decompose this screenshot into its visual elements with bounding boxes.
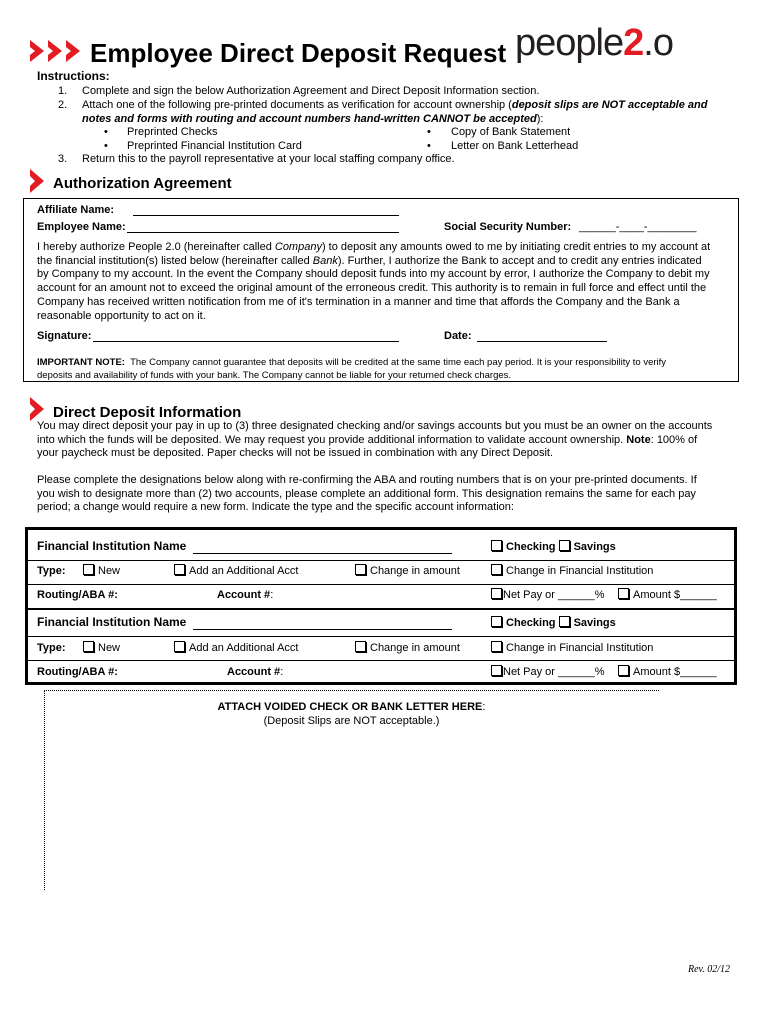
para-line: You may direct deposit your pay in up to (3) three designated checking and/or savings accounts but you must be an owner on the accounts bbox=[37, 420, 713, 432]
netpay-checkbox[interactable] bbox=[491, 588, 502, 599]
type-change-fi bbox=[491, 564, 653, 578]
row-divider bbox=[28, 584, 734, 585]
amount-checkbox[interactable] bbox=[618, 665, 629, 676]
change-amount-checkbox[interactable] bbox=[355, 564, 366, 575]
type-change-fi bbox=[491, 641, 653, 655]
attach-area-border bbox=[44, 690, 659, 691]
date-label: Date: bbox=[444, 330, 472, 342]
note-text: deposits and availability of funds with your bank. The Company cannot be liable for your returned check charges. bbox=[37, 370, 512, 381]
para-emphasis: Bank bbox=[312, 254, 338, 267]
account-number-label bbox=[217, 588, 273, 602]
bullet-item: Copy of Bank Statement bbox=[451, 126, 571, 138]
savings-label: Savings bbox=[573, 541, 616, 553]
instruction-1: Complete and sign the below Authorization Agreement and Direct Deposit Information section. bbox=[82, 85, 540, 97]
note-label: Note bbox=[626, 433, 651, 446]
amount-option bbox=[618, 588, 717, 602]
logo-text-accent: 2 bbox=[623, 22, 644, 64]
para-line: you wish to designate more than (2) two accounts, please complete an additional form. This designation remains the same for each pay bbox=[37, 487, 696, 500]
direct-deposit-paragraph-2 bbox=[37, 474, 697, 515]
account-label-colon: : bbox=[270, 589, 274, 601]
change-amount-checkbox[interactable] bbox=[355, 641, 366, 652]
savings-checkbox[interactable] bbox=[559, 540, 570, 551]
checking-checkbox[interactable] bbox=[491, 616, 502, 627]
para-text: ). Further, I authorize the Bank to accept and to credit any entries indicated bbox=[337, 254, 702, 267]
row-divider bbox=[28, 636, 734, 637]
type-change-amount bbox=[355, 641, 460, 655]
company-logo bbox=[515, 22, 673, 65]
affiliate-name-label: Affiliate Name: bbox=[37, 204, 115, 216]
para-line: account for an amount not to exceed the original amount of the erroneous credit. This authority is to remain in full force and effect until the bbox=[37, 282, 707, 295]
affiliate-name-field[interactable] bbox=[133, 215, 399, 216]
instructions-heading: Instructions: bbox=[37, 69, 110, 83]
bullet-icon: • bbox=[104, 140, 108, 152]
note-text: The Company cannot guarantee that deposits will be credited at the same time each pay period. It is your responsibility to verify bbox=[130, 357, 667, 368]
section-heading-direct-deposit: Direct Deposit Information bbox=[53, 404, 242, 421]
logo-text: people bbox=[515, 22, 624, 64]
instruction-emphasis: deposit slips are NOT acceptable and bbox=[511, 99, 708, 111]
para-text: : 100% of bbox=[650, 433, 698, 446]
header-arrows bbox=[30, 40, 80, 64]
employee-name-field[interactable] bbox=[127, 232, 399, 233]
account-label-colon: : bbox=[280, 666, 284, 678]
arrow-right-icon bbox=[48, 40, 62, 62]
attach-area[interactable] bbox=[44, 700, 659, 728]
instruction-text: ): bbox=[536, 113, 544, 125]
para-text: ) to deposit any amounts owed to me by initiating credit entries to my account at bbox=[321, 241, 711, 253]
para-text: the financial institution(s) listed below (hereinafter called bbox=[37, 254, 313, 267]
type-add-acct bbox=[174, 641, 298, 655]
routing-label: Routing/ABA #: bbox=[37, 666, 118, 678]
new-checkbox[interactable] bbox=[83, 641, 94, 652]
important-note bbox=[37, 356, 666, 382]
para-line: your paycheck must be deposited. Paper checks will not be issued in combination with any Direct Deposit. bbox=[37, 447, 554, 460]
date-field[interactable] bbox=[477, 341, 607, 342]
change-amount-label: Change in amount bbox=[370, 642, 460, 654]
attach-note: (Deposit Slips are NOT acceptable.) bbox=[263, 715, 440, 727]
attach-colon: : bbox=[482, 701, 486, 713]
para-line: period; a change would require a new form. Indicate the type and the specific account information: bbox=[37, 501, 514, 514]
row-divider bbox=[28, 660, 734, 661]
bullet-item: Preprinted Checks bbox=[127, 126, 218, 138]
section-arrow-icon bbox=[30, 397, 44, 421]
account-type-options bbox=[491, 616, 616, 630]
para-line: Please complete the designations below along with re-confirming the ABA and routing numbers that is on your pre-printed documents. If bbox=[37, 474, 697, 486]
para-line: Company has received written notification from me of it's termination in a manner and time that affords the Company and the Bank a bbox=[37, 295, 680, 308]
authorization-paragraph bbox=[37, 241, 737, 323]
netpay-label: Net Pay or ______% bbox=[503, 666, 605, 678]
add-acct-label: Add an Additional Acct bbox=[189, 642, 299, 654]
savings-checkbox[interactable] bbox=[559, 616, 570, 627]
change-amount-label: Change in amount bbox=[370, 565, 460, 577]
checking-label: Checking bbox=[506, 617, 556, 629]
instruction-number: 3. bbox=[58, 153, 68, 165]
section-arrow-icon bbox=[30, 169, 44, 193]
logo-text-suffix: .o bbox=[643, 22, 673, 64]
para-emphasis: Company bbox=[274, 241, 322, 253]
direct-deposit-paragraph-1 bbox=[37, 420, 712, 461]
new-label: New bbox=[98, 565, 121, 577]
type-new bbox=[83, 564, 120, 578]
fi-name-label: Financial Institution Name bbox=[37, 539, 187, 553]
type-change-amount bbox=[355, 564, 460, 578]
arrow-right-icon bbox=[66, 40, 80, 62]
para-line: reasonable opportunity to act on it. bbox=[37, 309, 206, 322]
amount-label: Amount $______ bbox=[633, 589, 717, 601]
savings-label: Savings bbox=[573, 617, 616, 629]
add-acct-checkbox[interactable] bbox=[174, 641, 185, 652]
para-line: by Company to my account. In the event the Company should deposit funds into my account by error, I authorize the Company to debit my bbox=[37, 268, 710, 281]
account-label-text: Account # bbox=[217, 589, 271, 601]
checking-label: Checking bbox=[506, 541, 556, 553]
bullet-item: Preprinted Financial Institution Card bbox=[127, 140, 302, 152]
type-label: Type: bbox=[37, 565, 66, 577]
bullet-icon: • bbox=[104, 126, 108, 138]
change-fi-checkbox[interactable] bbox=[491, 564, 502, 575]
checking-checkbox[interactable] bbox=[491, 540, 502, 551]
change-fi-label: Change in Financial Institution bbox=[506, 642, 654, 654]
para-text: I hereby authorize People 2.0 (hereinafter called bbox=[37, 241, 275, 253]
account-label-text: Account # bbox=[227, 666, 281, 678]
row-divider bbox=[28, 608, 734, 610]
amount-checkbox[interactable] bbox=[618, 588, 629, 599]
amount-label: Amount $______ bbox=[633, 666, 717, 678]
add-acct-checkbox[interactable] bbox=[174, 564, 185, 575]
account-number-label bbox=[227, 665, 283, 679]
signature-field[interactable] bbox=[93, 341, 399, 342]
fi-name-field[interactable] bbox=[193, 553, 452, 554]
row-divider bbox=[28, 560, 734, 561]
type-add-acct bbox=[174, 564, 298, 578]
netpay-option bbox=[491, 588, 605, 602]
ssn-label: Social Security Number: bbox=[444, 221, 572, 233]
netpay-option bbox=[491, 665, 605, 679]
change-fi-label: Change in Financial Institution bbox=[506, 565, 654, 577]
signature-label: Signature: bbox=[37, 330, 92, 342]
bullet-icon: • bbox=[427, 126, 431, 138]
type-new bbox=[83, 641, 120, 655]
fi-name-field[interactable] bbox=[193, 629, 452, 630]
fi-name-label: Financial Institution Name bbox=[37, 615, 187, 629]
employee-name-label: Employee Name: bbox=[37, 221, 126, 233]
page-title: Employee Direct Deposit Request bbox=[90, 38, 507, 68]
arrow-right-icon bbox=[30, 40, 44, 62]
instruction-number: 2. bbox=[58, 99, 68, 111]
instruction-2 bbox=[82, 98, 707, 112]
attach-heading: ATTACH VOIDED CHECK OR BANK LETTER HERE bbox=[217, 701, 483, 713]
section-heading-authorization: Authorization Agreement bbox=[53, 175, 232, 192]
para-text: into which the funds will be deposited. We may request you provide additional information to validate account ownership. bbox=[37, 433, 627, 446]
add-acct-label: Add an Additional Acct bbox=[189, 565, 299, 577]
note-label: IMPORTANT NOTE: bbox=[37, 357, 125, 368]
instruction-text: Attach one of the following pre-printed documents as verification for account ownership ( bbox=[82, 99, 512, 111]
instruction-2-cont bbox=[82, 112, 543, 126]
account-type-options bbox=[491, 540, 616, 554]
routing-label: Routing/ABA #: bbox=[37, 589, 118, 601]
change-fi-checkbox[interactable] bbox=[491, 641, 502, 652]
amount-option bbox=[618, 665, 717, 679]
bullet-icon: • bbox=[427, 140, 431, 152]
netpay-checkbox[interactable] bbox=[491, 665, 502, 676]
ssn-field[interactable]: ______-____-________ bbox=[579, 221, 697, 233]
instruction-number: 1. bbox=[58, 85, 68, 97]
instruction-3: Return this to the payroll representative at your local staffing company office. bbox=[82, 153, 455, 165]
revision-label: Rev. 02/12 bbox=[688, 964, 731, 975]
bullet-item: Letter on Bank Letterhead bbox=[451, 140, 579, 152]
type-label: Type: bbox=[37, 642, 66, 654]
instruction-emphasis: notes and forms with routing and account numbers hand-written CANNOT be accepted bbox=[82, 113, 537, 125]
netpay-label: Net Pay or ______% bbox=[503, 589, 605, 601]
new-label: New bbox=[98, 642, 121, 654]
new-checkbox[interactable] bbox=[83, 564, 94, 575]
